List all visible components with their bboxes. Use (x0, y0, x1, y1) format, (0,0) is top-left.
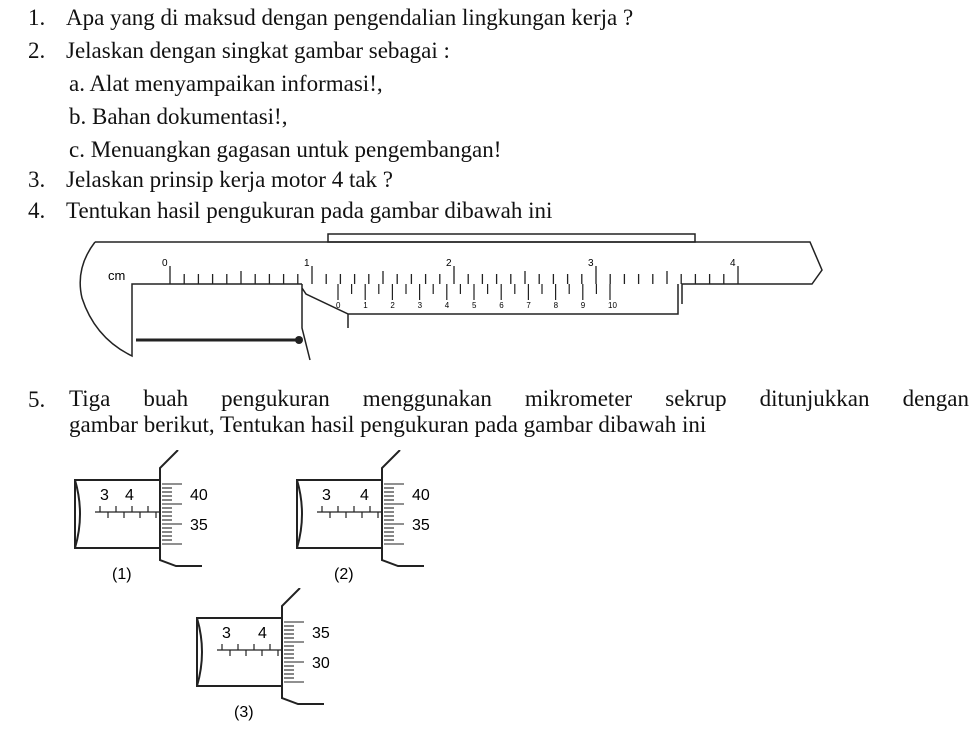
unit-label: cm (108, 268, 126, 283)
question-text: Jelaskan prinsip kerja motor 4 tak ? (66, 167, 394, 192)
main-scale-ticks (170, 266, 738, 284)
vernier-scale-label: 4 (444, 301, 450, 310)
vernier-scale-label: 7 (526, 301, 531, 310)
main-scale-label: 3 (588, 258, 594, 269)
depth-rod (328, 234, 695, 242)
question-5-line-1: Tiga buah pengukuran menggunakan mikrometer sekrup ditunjukkan dengan (69, 386, 969, 411)
vernier-scale-ticks (338, 284, 610, 300)
subitem-b: b. Bahan dokumentasi!, (69, 104, 288, 129)
vernier-scale-label: 0 (336, 301, 341, 310)
sleeve-label: 3 (322, 487, 331, 504)
thimble-label: 40 (190, 487, 208, 504)
thimble-label: 30 (312, 655, 330, 672)
main-scale-label: 1 (304, 258, 310, 269)
question-5-line-2: gambar berikut, Tentukan hasil pengukuran pada gambar dibawah ini (69, 412, 707, 437)
subitem-a: a. Alat menyampaikan informasi!, (69, 71, 383, 96)
main-scale-label: 0 (162, 258, 168, 269)
vernier-caliper-figure (70, 228, 840, 368)
vernier-scale-label: 8 (553, 301, 559, 310)
sleeve-label: 3 (222, 625, 231, 642)
vernier-scale-label: 3 (417, 301, 423, 310)
sleeve-label: 4 (125, 487, 134, 504)
thimble-label: 35 (312, 625, 330, 642)
sleeve-label: 4 (258, 625, 267, 642)
thimble-label: 40 (412, 487, 430, 504)
question-number: 4. (28, 198, 46, 223)
question-text: Jelaskan dengan singkat gambar sebagai : (66, 38, 450, 63)
question-number: 3. (28, 167, 46, 192)
question-5-text (69, 386, 969, 438)
main-scale-label: 2 (446, 258, 452, 269)
thimble-label: 35 (412, 517, 430, 534)
vernier-scale-label: 9 (580, 301, 586, 310)
question-text: Apa yang di maksud dengan pengendalian lingkungan kerja ? (66, 5, 634, 30)
question-number: 1. (28, 5, 46, 30)
main-scale-label: 4 (730, 258, 736, 269)
subitem-c: c. Menuangkan gagasan untuk pengembangan! (69, 137, 502, 162)
main-beam-outline (95, 242, 822, 304)
vernier-scale-label: 10 (608, 301, 617, 310)
figure-caption: (1) (112, 566, 132, 583)
vernier-scale-label: 2 (390, 301, 395, 310)
sleeve-label: 4 (360, 487, 369, 504)
object-end (295, 336, 303, 344)
vernier-scale-label: 5 (472, 301, 477, 310)
figure-caption: (3) (234, 704, 254, 721)
vernier-scale-label: 1 (363, 301, 368, 310)
thimble-label: 35 (190, 517, 208, 534)
vernier-scale-label: 6 (499, 301, 504, 310)
micrometer-1 (70, 450, 230, 585)
question-number: 2. (28, 38, 46, 63)
sleeve-label: 3 (100, 487, 109, 504)
micrometer-3 (192, 588, 352, 723)
figure-caption: (2) (334, 566, 354, 583)
question-text: Tentukan hasil pengukuran pada gambar dibawah ini (66, 198, 553, 223)
micrometer-2 (292, 450, 452, 585)
question-number: 5. (28, 387, 46, 412)
sliding-jaw (302, 284, 678, 360)
